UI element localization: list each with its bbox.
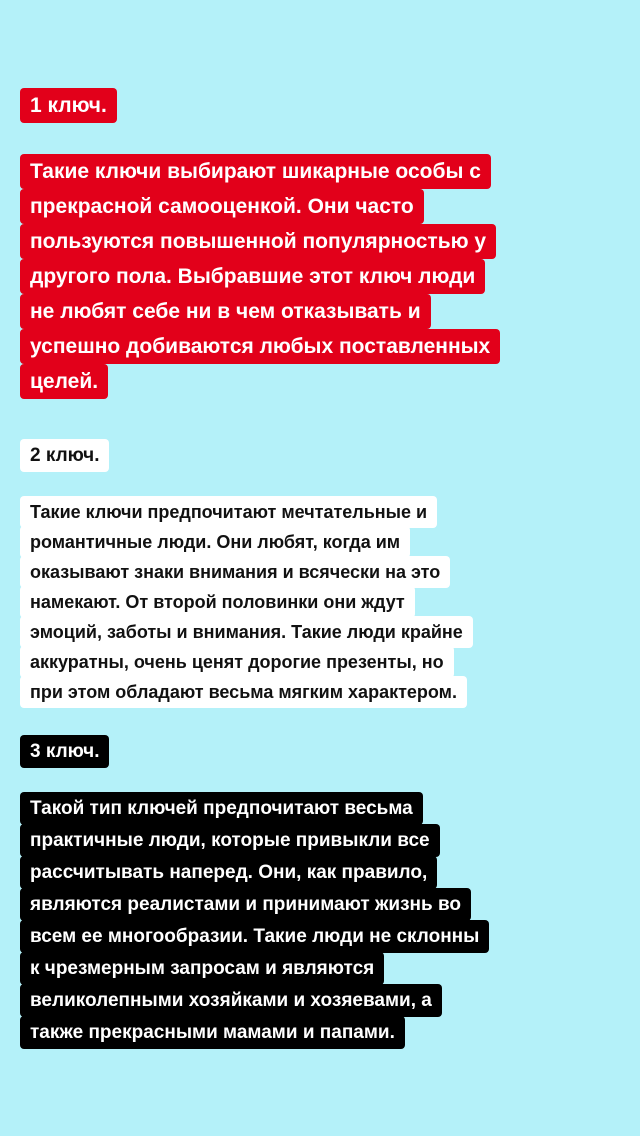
key2-line: эмоций, заботы и внимания. Такие люди крайне (20, 616, 473, 648)
key3-line: всем ее многообразии. Такие люди не склонны (20, 920, 489, 953)
key1-line: другого пола. Выбравшие этот ключ люди (20, 259, 485, 294)
key2-line: Такие ключи предпочитают мечтательные и (20, 496, 437, 528)
key2-line: оказывают знаки внимания и всячески на это (20, 556, 450, 588)
key3-line: к чрезмерным запросам и являются (20, 952, 384, 985)
key1-label (20, 88, 117, 124)
key2-line: намекают. От второй половинки они ждут (20, 586, 415, 618)
key3-label-text: 3 ключ. (20, 735, 109, 768)
key1-line: пользуются повышенной популярностью у (20, 224, 496, 259)
key2-line: романтичные люди. Они любят, когда им (20, 526, 410, 558)
key1-label-text: 1 ключ. (20, 88, 117, 123)
key3-line: великолепными хозяйками и хозяевами, а (20, 984, 442, 1017)
key2-label-text: 2 ключ. (20, 439, 109, 472)
key2-description (20, 497, 620, 707)
key1-line: Такие ключи выбирают шикарные особы с (20, 154, 491, 189)
key1-line: успешно добиваются любых поставленных (20, 329, 500, 364)
key2-line: аккуратны, очень ценят дорогие презенты, но (20, 646, 454, 678)
key1-line: не любят себе ни в чем отказывать и (20, 294, 431, 329)
key3-line: также прекрасными мамами и папами. (20, 1016, 405, 1049)
key3-line: рассчитывать наперед. Они, как правило, (20, 856, 437, 889)
key3-label (20, 735, 109, 769)
key2-line: при этом обладают весьма мягким характером. (20, 676, 467, 708)
key2-label (20, 440, 109, 472)
key3-line: являются реалистами и принимают жизнь во (20, 888, 471, 921)
key1-line: целей. (20, 364, 108, 399)
key3-line: практичные люди, которые привыкли все (20, 824, 440, 857)
key3-description (20, 793, 620, 1049)
key3-line: Такой тип ключей предпочитают весьма (20, 792, 423, 825)
key1-line: прекрасной самооценкой. Они часто (20, 189, 424, 224)
key1-description (20, 154, 620, 399)
